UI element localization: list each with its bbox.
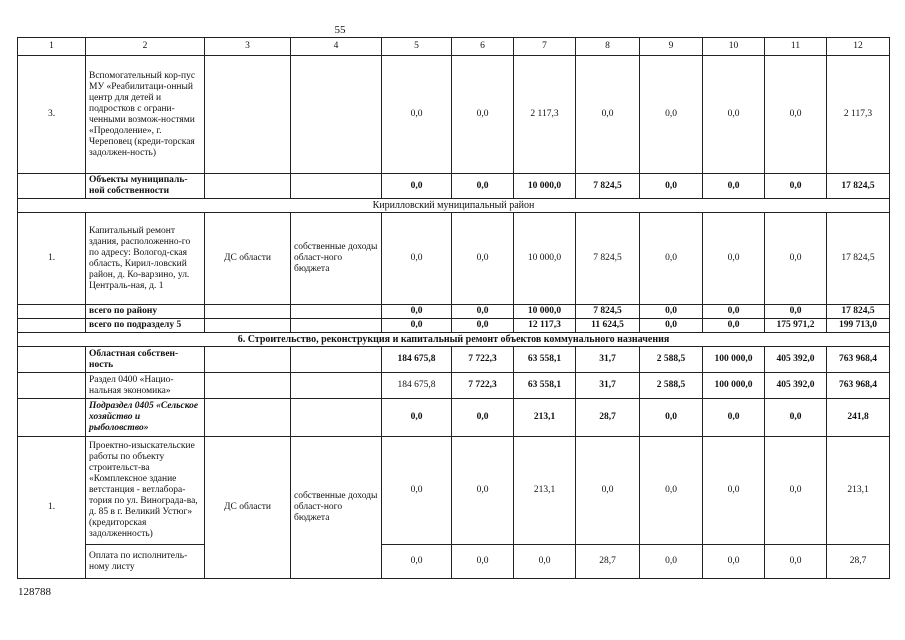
value-cell: 184 675,8	[382, 373, 452, 399]
value-cell: 213,1	[827, 437, 890, 545]
value-cell: 28,7	[827, 545, 890, 579]
value-cell: 0,0	[452, 545, 514, 579]
page-number: 55	[334, 24, 346, 36]
value-cell: 0,0	[576, 437, 640, 545]
value-cell: 28,7	[576, 545, 640, 579]
row-source: собственные доходы област-ного бюджета	[291, 213, 382, 305]
header-cell: 11	[765, 38, 827, 56]
row-number: 1.	[18, 437, 86, 579]
value-cell: 0,0	[765, 213, 827, 305]
value-cell: 0,0	[382, 174, 452, 199]
row-name: всего по району	[86, 305, 205, 319]
row-executor: ДС области	[205, 437, 291, 579]
value-cell: 763 968,4	[827, 347, 890, 373]
subtotal-row	[18, 174, 890, 199]
value-cell: 0,0	[640, 305, 703, 319]
row-name: Капитальный ремонт здания, расположенно-го по адресу: Вологод-ская область, Кирил-ловский район, д. Ко-варзино, ул. Централь-ная, д. 1	[86, 213, 205, 305]
row-name: всего по подразделу 5	[86, 319, 205, 333]
value-cell: 28,7	[576, 399, 640, 437]
header-cell: 4	[291, 38, 382, 56]
value-cell: 241,8	[827, 399, 890, 437]
header-cell: 8	[576, 38, 640, 56]
header-row	[18, 38, 890, 56]
document-code: 128788	[18, 586, 51, 598]
value-cell: 31,7	[576, 347, 640, 373]
value-cell: 7 824,5	[576, 174, 640, 199]
value-cell: 213,1	[514, 399, 576, 437]
row-name: Объекты муниципаль-ной собственности	[86, 174, 205, 199]
value-cell: 0,0	[452, 213, 514, 305]
value-cell: 0,0	[703, 319, 765, 333]
value-cell: 11 624,5	[576, 319, 640, 333]
row-number: 1.	[18, 213, 86, 305]
value-cell: 0,0	[382, 213, 452, 305]
value-cell: 17 824,5	[827, 213, 890, 305]
value-cell: 7 824,5	[576, 305, 640, 319]
header-cell: 2	[86, 38, 205, 56]
section-row	[18, 199, 890, 213]
value-cell: 63 558,1	[514, 347, 576, 373]
value-cell: 199 713,0	[827, 319, 890, 333]
value-cell: 7 824,5	[576, 213, 640, 305]
budget-table	[17, 37, 890, 579]
value-cell: 0,0	[640, 213, 703, 305]
value-cell: 0,0	[640, 437, 703, 545]
value-cell: 0,0	[382, 545, 452, 579]
value-cell: 0,0	[640, 319, 703, 333]
table-row	[18, 56, 890, 174]
value-cell: 0,0	[765, 174, 827, 199]
subtotal-row	[18, 399, 890, 437]
value-cell: 0,0	[703, 174, 765, 199]
header-cell: 10	[703, 38, 765, 56]
value-cell: 17 824,5	[827, 174, 890, 199]
row-name: Вспомогательный кор-пус МУ «Реабилитаци-онный центр для детей и подростков с ограни-ченными возмож-ностями «Преодоление», г. Череповец (креди-торская задолжен-ность)	[86, 56, 205, 174]
row-source	[291, 56, 382, 174]
row-name: Проектно-изыскательские работы по объекту строительст-ва «Комплексное здание ветстанция - ветлабора-тория по ул. Винограда-ва, д. 85 в г. Великий Устюг» (кредиторская задолженность)	[86, 437, 205, 545]
value-cell: 2 117,3	[827, 56, 890, 174]
header-cell: 12	[827, 38, 890, 56]
row-name: Раздел 0400 «Нацио-нальная экономика»	[86, 373, 205, 399]
value-cell: 0,0	[452, 437, 514, 545]
value-cell: 7 722,3	[452, 373, 514, 399]
value-cell: 0,0	[452, 305, 514, 319]
row-name: Оплата по исполнитель-ному листу	[86, 545, 205, 579]
value-cell: 0,0	[765, 56, 827, 174]
value-cell: 7 722,3	[452, 347, 514, 373]
value-cell: 0,0	[382, 437, 452, 545]
value-cell: 763 968,4	[827, 373, 890, 399]
row-source: собственные доходы област-ного бюджета	[291, 437, 382, 579]
subtotal-row	[18, 373, 890, 399]
value-cell: 0,0	[765, 437, 827, 545]
value-cell: 0,0	[382, 399, 452, 437]
value-cell: 0,0	[514, 545, 576, 579]
value-cell: 0,0	[703, 213, 765, 305]
value-cell: 175 971,2	[765, 319, 827, 333]
value-cell: 213,1	[514, 437, 576, 545]
value-cell: 0,0	[640, 56, 703, 174]
header-cell: 6	[452, 38, 514, 56]
table-row	[18, 437, 890, 545]
value-cell: 10 000,0	[514, 174, 576, 199]
table-row	[18, 213, 890, 305]
value-cell: 0,0	[640, 545, 703, 579]
value-cell: 184 675,8	[382, 347, 452, 373]
subtotal-row	[18, 319, 890, 333]
header-cell: 3	[205, 38, 291, 56]
value-cell: 10 000,0	[514, 213, 576, 305]
value-cell: 405 392,0	[765, 373, 827, 399]
value-cell: 63 558,1	[514, 373, 576, 399]
value-cell: 0,0	[703, 399, 765, 437]
section-title: Кирилловский муниципальный район	[18, 199, 890, 213]
value-cell: 0,0	[640, 399, 703, 437]
table-row	[18, 545, 890, 579]
value-cell: 2 117,3	[514, 56, 576, 174]
value-cell: 0,0	[452, 399, 514, 437]
value-cell: 0,0	[703, 437, 765, 545]
value-cell: 0,0	[382, 56, 452, 174]
value-cell: 0,0	[703, 56, 765, 174]
value-cell: 0,0	[640, 174, 703, 199]
row-name: Подраздел 0405 «Сельское хозяйство и рыболовство»	[86, 399, 205, 437]
row-executor: ДС области	[205, 213, 291, 305]
value-cell: 100 000,0	[703, 373, 765, 399]
value-cell: 0,0	[576, 56, 640, 174]
value-cell: 31,7	[576, 373, 640, 399]
header-cell: 5	[382, 38, 452, 56]
row-name: Областная собствен-ность	[86, 347, 205, 373]
header-cell: 9	[640, 38, 703, 56]
value-cell: 0,0	[452, 319, 514, 333]
value-cell: 0,0	[452, 56, 514, 174]
subtotal-row	[18, 347, 890, 373]
value-cell: 0,0	[703, 305, 765, 319]
value-cell: 0,0	[765, 399, 827, 437]
header-cell: 1	[18, 38, 86, 56]
subtotal-row	[18, 305, 890, 319]
value-cell: 17 824,5	[827, 305, 890, 319]
value-cell: 12 117,3	[514, 319, 576, 333]
row-executor	[205, 56, 291, 174]
value-cell: 0,0	[382, 305, 452, 319]
value-cell: 0,0	[382, 319, 452, 333]
value-cell: 2 588,5	[640, 373, 703, 399]
value-cell: 100 000,0	[703, 347, 765, 373]
section-row	[18, 333, 890, 347]
value-cell: 405 392,0	[765, 347, 827, 373]
value-cell: 0,0	[765, 545, 827, 579]
value-cell: 2 588,5	[640, 347, 703, 373]
value-cell: 0,0	[452, 174, 514, 199]
section-title: 6. Строительство, реконструкция и капитальный ремонт объектов коммунального назначения	[18, 333, 890, 347]
value-cell: 0,0	[765, 305, 827, 319]
value-cell: 10 000,0	[514, 305, 576, 319]
row-number: 3.	[18, 56, 86, 174]
header-cell: 7	[514, 38, 576, 56]
value-cell: 0,0	[703, 545, 765, 579]
